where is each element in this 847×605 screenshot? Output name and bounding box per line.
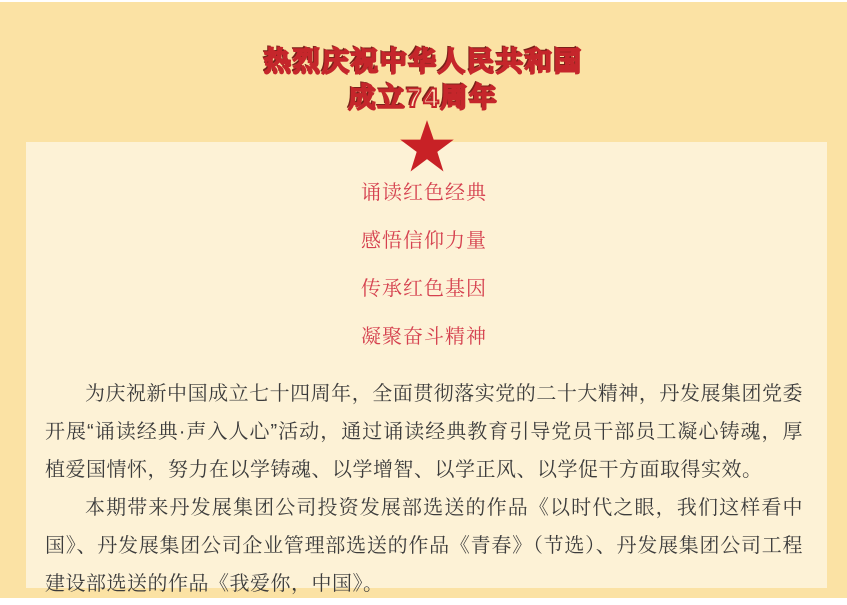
content-card [26, 142, 827, 595]
banner-title-line1: 热烈庆祝中华人民共和国 [264, 47, 583, 77]
slogan-line-2: 感悟信仰力量 [361, 230, 487, 252]
paragraph-2: 本期带来丹发展集团公司投资发展部选送的作品《以时代之眼，我们这样看中国》、丹发展集团公司企业管理部选送的作品《青春》（节选）、丹发展集团公司工程建设部选送的作品《我爱你，中国》。 [45, 497, 803, 595]
banner-title [0, 44, 847, 116]
slogan-line-4: 凝聚奋斗精神 [361, 326, 487, 348]
red-star-icon [399, 119, 455, 172]
slogan-list [45, 142, 803, 347]
article-page [0, 2, 847, 598]
article-body [45, 375, 803, 603]
paragraph-1: 为庆祝新中国成立七十四周年，全面贯彻落实党的二十大精神，丹发展集团党委开展“诵读经典·声入人心”活动，通过诵读经典教育引导党员干部员工凝心铸魂，厚植爱国情怀，努力在以学铸魂、以学增智、以学正风、以学促干方面取得实效。 [45, 383, 803, 481]
slogan-line-1: 诵读红色经典 [361, 182, 487, 204]
slogan-line-3: 传承红色基因 [361, 278, 487, 300]
banner-title-line2: 成立74周年 [348, 83, 499, 113]
